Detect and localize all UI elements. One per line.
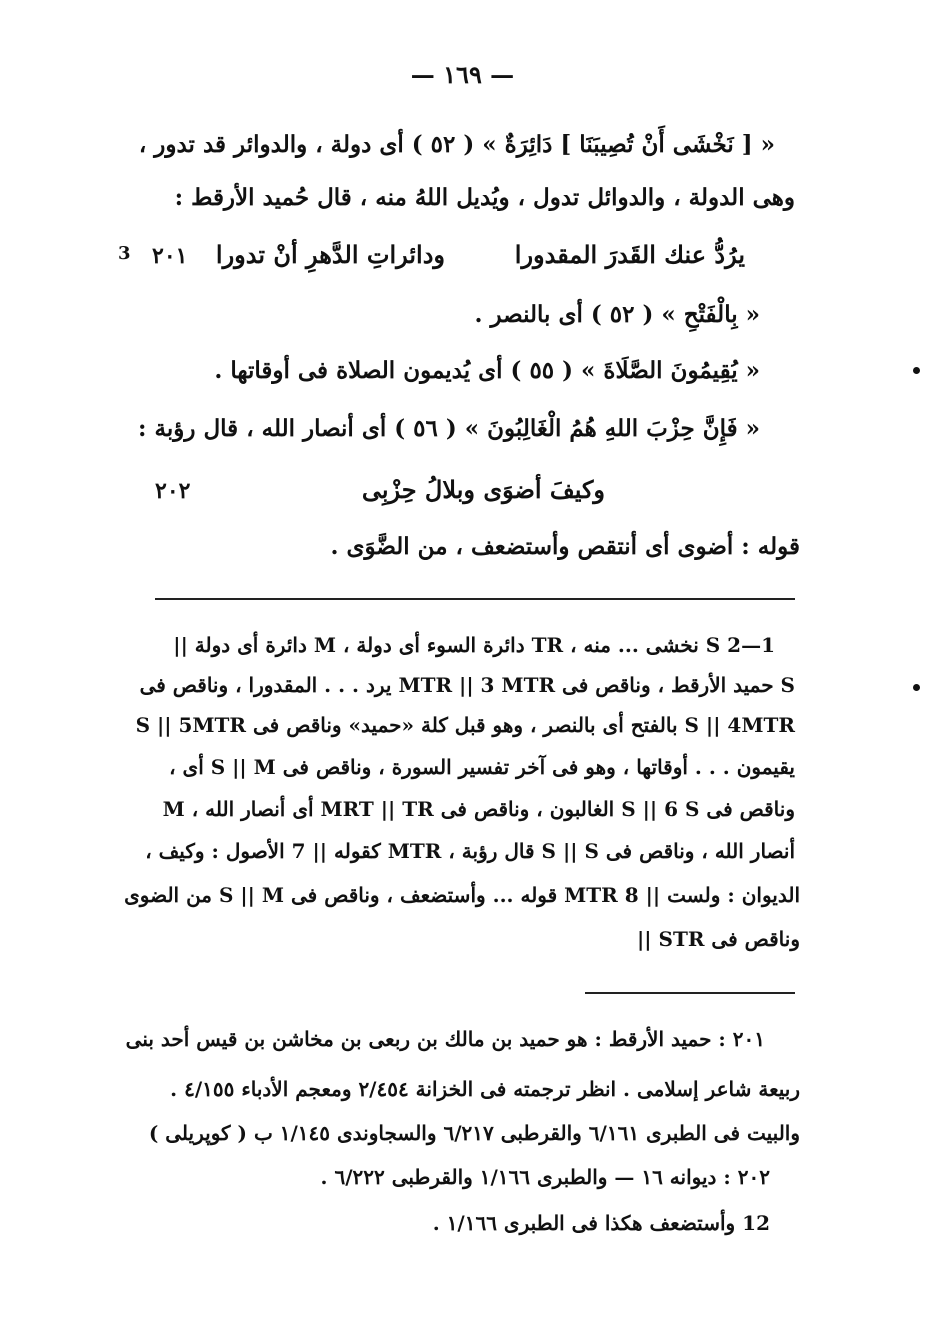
footnote-separator (585, 992, 795, 994)
body-line-4: « يُقِيمُونَ الصَّلَاةَ » ( ٥٥ ) أى يُديمون الصلاة فى أوقاتها . (214, 357, 760, 384)
body-line-6: قوله : أضوى أى أنتقص وأستضعف ، من الضَّوَى . (330, 533, 800, 560)
apparatus-line-5: وناقص فى S || 6 S الغالبون ، وناقص فى MRT || TR أى أنصار الله ، M (162, 797, 795, 821)
verse-201-hemistich-left: ودائراتِ الدَّهرِ أنْ تدورا (215, 240, 445, 269)
body-line-5: « فَإِنَّ حِزْبَ اللهِ هُمُ الْغَالِبُونَ » ( ٥٦ ) أى أنصار الله ، قال رؤبة : (138, 415, 760, 442)
footnote-line-3: والبيت فى الطبرى ٦/١٦١ والقرطبى ٦/٢١٧ والسجاوندى ١/١٤٥ ب ( كوپريلى ) (148, 1121, 800, 1145)
scan-speck (913, 684, 920, 691)
apparatus-separator (155, 598, 795, 600)
footnote-line-5: 12 وأستضعف هكذا فى الطبرى ١/١٦٦ . (432, 1211, 770, 1235)
footnote-line-2: ربيعة شاعر إسلامى . انظر ترجمته فى الخزانة ٢/٤٥٤ ومعجم الأدباء ٤/١٥٥ . (170, 1077, 800, 1101)
verse-number-202: ٢٠٢ (155, 478, 191, 504)
body-line-3: « بِالْفَتْحِ » ( ٥٢ ) أى بالنصر . (474, 301, 760, 328)
margin-line-number: 3 (118, 243, 131, 264)
footnote-line-4: ٢٠٢ : ديوانه ١٦ — والطبرى ١/١٦٦ والقرطبى ٦/٢٢٢ . (320, 1165, 770, 1189)
footnote-line-1: ٢٠١ : حميد الأرقط : هو حميد بن مالك بن ربعى بن مخاشن بن قيس أحد بنى (125, 1027, 765, 1051)
apparatus-line-2: S حميد الأرقط ، وناقص فى MTR || 3 MTR يرد . . . المقدورا ، وناقص فى (139, 673, 795, 697)
page-number: — ١٦٩ — (410, 60, 515, 89)
scan-speck (913, 367, 920, 374)
apparatus-line-4: يقيمون . . . أوقاتها ، وهو فى آخر تفسير السورة ، وناقص فى S || M أى ، (169, 755, 795, 779)
body-line-1: « [ نَخْشَى أَنْ تُصِيبَنَا ] دَائِرَةٌ » ( ٥٢ ) أى دولة ، والدوائر قد تدور ، (138, 131, 775, 158)
apparatus-line-1: 1—2 S نخشى ... منه ، TR دائرة السوء أى دولة ، M دائرة أى دولة || (173, 633, 775, 657)
apparatus-line-3: S || 4MTR بالفتح أى بالنصر ، وهو قبل كلة «حميد» وناقص فى S || 5MTR (135, 713, 795, 737)
verse-202-text: وكيفَ أضوَى وبلالُ حِزْبِى (361, 475, 605, 504)
body-line-2: وهى الدولة ، والدوائل تدول ، ويُديل اللهُ منه ، قال حُميد الأرقط : (174, 184, 795, 211)
apparatus-line-6: أنصار الله ، وناقص فى S || S قال رؤبة ، MTR كقوله || 7 الأصول : وكيف ، (145, 839, 795, 863)
apparatus-line-8: وناقص فى STR || (636, 927, 800, 951)
verse-201-hemistich-right: يرُدُّ عنك القَدرَ المقدورا (514, 240, 745, 269)
apparatus-line-7: الديوان : ولست || 8 MTR قوله ... وأستضعف ، وناقص فى S || M من الضوى (124, 883, 800, 907)
verse-number-201: ٢٠١ (152, 243, 188, 269)
